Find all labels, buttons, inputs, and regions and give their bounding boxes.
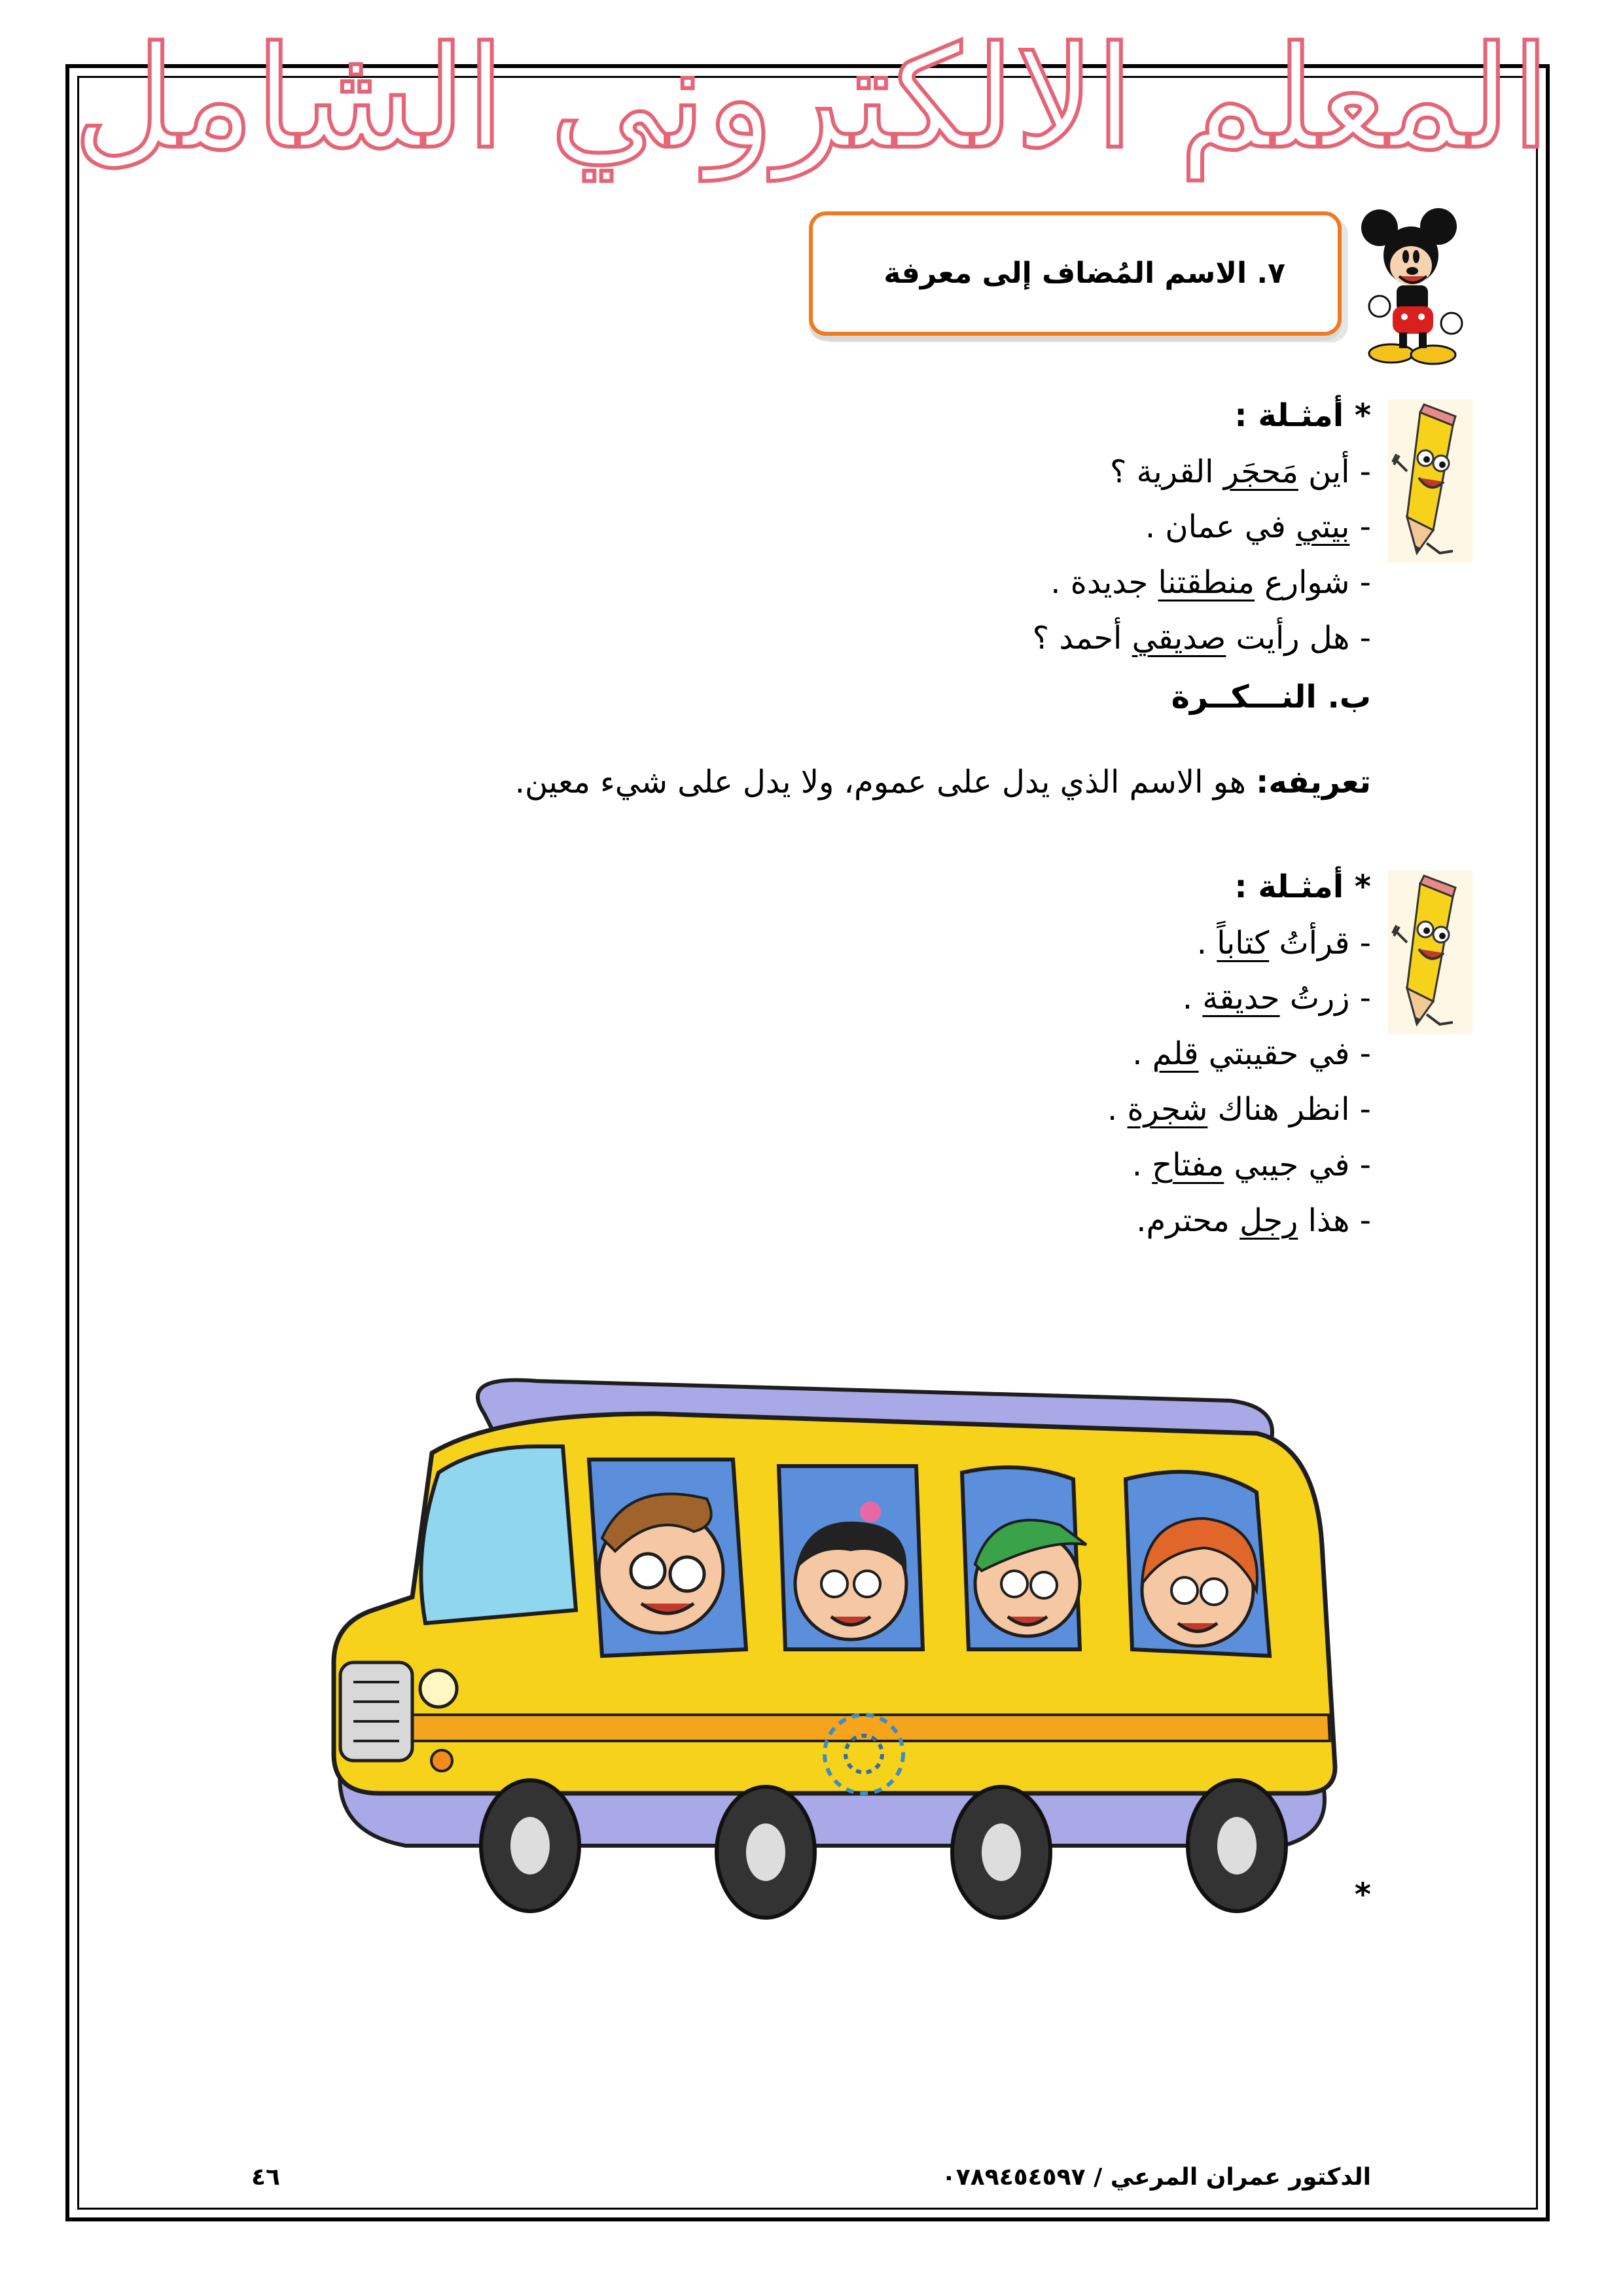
mickey-mouse-icon <box>1353 208 1471 365</box>
stray-star: * <box>1354 1876 1371 1913</box>
list-item: - أين مَحجَر القرية ؟ <box>1109 454 1371 490</box>
lesson-title-box <box>809 211 1342 336</box>
pencil-character-icon <box>1387 399 1472 563</box>
definition <box>515 759 1371 805</box>
list-item: - انظر هناك شجرة . <box>1107 1091 1371 1128</box>
section-b-heading: ب. النـــكــرة <box>1171 679 1371 715</box>
list-item: - هذا رجل محترم. <box>1136 1202 1371 1239</box>
list-item: - في حقيبتي قلم . <box>1132 1035 1371 1072</box>
list-item: - هل رأيت صديقي أحمد ؟ <box>1032 620 1371 656</box>
list-item: - قرأتُ كتاباً . <box>1196 925 1371 961</box>
examples2-heading: * أمثـلة : <box>1234 869 1371 905</box>
list-item: - في جيبي مفتاح . <box>1132 1147 1371 1183</box>
lesson-title: ٧. الاسم المُضاف إلى معرفة <box>883 257 1285 290</box>
list-item: - زرتُ حديقة . <box>1182 980 1371 1016</box>
list-item: - بيتي في عمان . <box>1145 509 1371 545</box>
watermark-text: المعلم الالكتروني الشامل <box>73 16 1550 180</box>
definition-label: تعريفه: <box>1256 764 1371 800</box>
definition-text: هو الاسم الذي يدل على عموم، ولا يدل على شيء معين. <box>514 764 1257 800</box>
footer-author: الدكتور عمران المرعي / ٠٧٨٩٤٥٤٥٩٧ <box>941 2164 1371 2191</box>
page-number: ٤٦ <box>251 2164 280 2191</box>
school-bus-illustration <box>262 1374 1374 1924</box>
list-item: - شوارع منطقتنا جديدة . <box>1050 564 1371 601</box>
pencil-character-icon <box>1387 870 1472 1034</box>
examples1-heading: * أمثـلة : <box>1234 397 1371 434</box>
